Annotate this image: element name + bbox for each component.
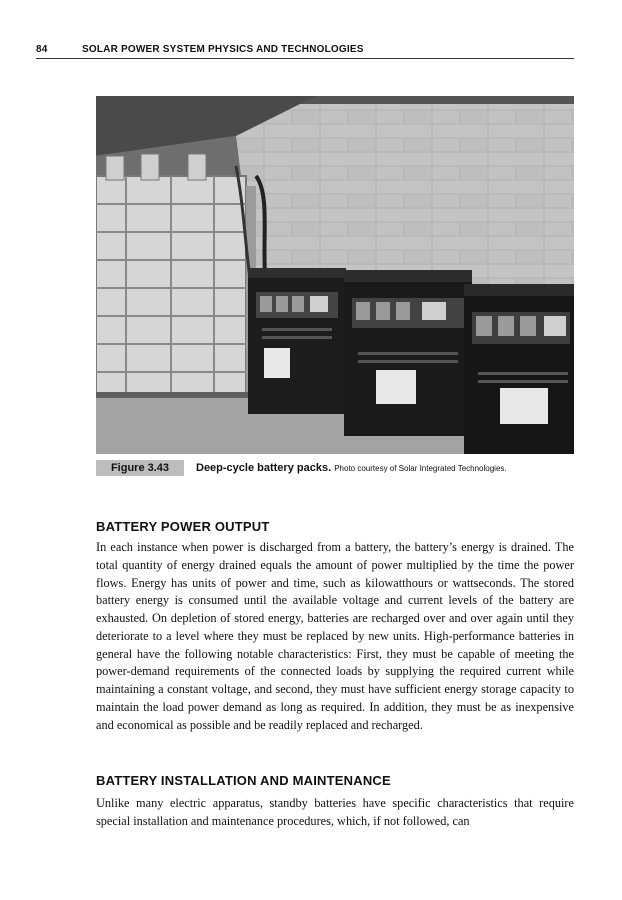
section-paragraph-battery-power-output: In each instance when power is discharged from a battery, the battery’s energy is drained. The total quantity of energy drained equals the amount of power multiplied by the time the power flows. Energy has units of power and time, such as kilowatthours or wattseconds. The stored battery energy is consumed until the available voltage and current levels of the battery are exhausted. On depletion of stored energy, batteries are recharged over and over again until they deteriorate to a level where they must be replaced by new units. High-performance batteries in general have the following notable characteristics: First, they must be capable of meeting the power-demand requirements of the connected loads by supplying the required current while maintaining a constant voltage, and second, they must have sufficient energy storage capacity to maintain the load power demand as long as required. In addition, they must be as inexpensive and economical as possible and be readily replaced and recharged. [96,540,574,732]
section-heading-battery-power-output: BATTERY POWER OUTPUT [96,519,270,534]
running-title: SOLAR POWER SYSTEM PHYSICS AND TECHNOLOGIES [82,44,364,55]
figure-label: Figure 3.43 [96,460,184,476]
figure-credit: Photo courtesy of Solar Integrated Technologies. [334,464,507,473]
battery-photo [96,96,574,454]
section-paragraph-battery-installation: Unlike many electric apparatus, standby batteries have specific characteristics that require special installation and maintenance procedures, which, if not followed, can [96,796,574,828]
figure-title: Deep-cycle battery packs. [196,462,332,474]
page-number: 84 [36,44,48,55]
section-heading-battery-installation: BATTERY INSTALLATION AND MAINTENANCE [96,773,391,788]
figure-title-line [196,461,507,476]
running-header [36,42,574,59]
figure-caption [96,460,574,476]
